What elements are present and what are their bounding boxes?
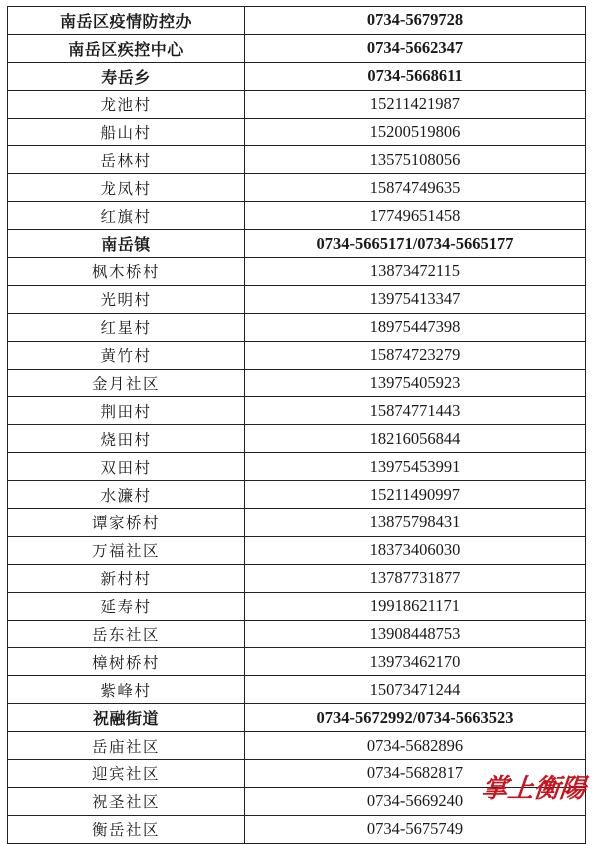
table-row: [8, 146, 586, 174]
unit-name-cell: 岳庙社区: [8, 732, 245, 760]
phone-number-cell: 13975405923: [245, 369, 586, 397]
unit-name-cell: 延寿村: [8, 592, 245, 620]
unit-name-cell: 南岳镇: [8, 230, 245, 258]
phone-number-cell: 0734-5668611: [245, 62, 586, 90]
table-row: [8, 90, 586, 118]
phone-number-cell: 0734-5675749: [245, 815, 586, 843]
table-row: [8, 202, 586, 230]
phone-number-cell: 19918621171: [245, 592, 586, 620]
unit-name-cell: 黄竹村: [8, 341, 245, 369]
phone-number-cell: 0734-5682896: [245, 732, 586, 760]
table-row: [8, 732, 586, 760]
table-row: [8, 369, 586, 397]
table-row: [8, 592, 586, 620]
phone-number-cell: 13875798431: [245, 509, 586, 537]
section-header-row: [8, 230, 586, 258]
unit-name-cell: 荆田村: [8, 397, 245, 425]
unit-name-cell: 南岳区疾控中心: [8, 34, 245, 62]
unit-name-cell: 龙凤村: [8, 174, 245, 202]
phone-number-cell: 13787731877: [245, 564, 586, 592]
unit-name-cell: 岳林村: [8, 146, 245, 174]
table-row: [8, 341, 586, 369]
table-row: [8, 648, 586, 676]
unit-name-cell: 祝融街道: [8, 704, 245, 732]
phone-number-cell: 0734-5662347: [245, 34, 586, 62]
table-row: [8, 425, 586, 453]
unit-name-cell: 新村村: [8, 564, 245, 592]
table-row: [8, 118, 586, 146]
phone-number-cell: 15874749635: [245, 174, 586, 202]
unit-name-cell: 祝圣社区: [8, 787, 245, 815]
table-row: [8, 397, 586, 425]
unit-name-cell: 水濂村: [8, 481, 245, 509]
phone-number-cell: 0734-5672992/0734-5663523: [245, 704, 586, 732]
table-row: [8, 564, 586, 592]
table-row: [8, 313, 586, 341]
unit-name-cell: 红旗村: [8, 202, 245, 230]
phone-number-cell: 15874723279: [245, 341, 586, 369]
unit-name-cell: 寿岳乡: [8, 62, 245, 90]
unit-name-cell: 紫峰村: [8, 676, 245, 704]
watermark-logo: 掌上衡陽: [480, 774, 588, 804]
phone-number-cell: 15211421987: [245, 90, 586, 118]
unit-name-cell: 光明村: [8, 285, 245, 313]
phone-number-cell: 13975413347: [245, 285, 586, 313]
table-row: [8, 174, 586, 202]
table-row: [8, 815, 586, 843]
section-header-row: [8, 704, 586, 732]
unit-name-cell: 万福社区: [8, 536, 245, 564]
unit-name-cell: 南岳区疫情防控办: [8, 7, 245, 35]
phone-number-cell: 18975447398: [245, 313, 586, 341]
table-row: [8, 258, 586, 286]
phone-number-cell: 13973462170: [245, 648, 586, 676]
table-row: [8, 453, 586, 481]
section-header-row: [8, 34, 586, 62]
table-row: [8, 285, 586, 313]
phone-number-cell: 18216056844: [245, 425, 586, 453]
unit-name-cell: 迎宾社区: [8, 760, 245, 788]
contact-table-body: [8, 7, 586, 844]
phone-number-cell: 15073471244: [245, 676, 586, 704]
unit-name-cell: 船山村: [8, 118, 245, 146]
table-row: [8, 676, 586, 704]
table-row: [8, 509, 586, 537]
phone-number-cell: 0734-5669240: [245, 787, 586, 815]
phone-number-cell: 0734-5665171/0734-5665177: [245, 230, 586, 258]
phone-number-cell: 0734-5679728: [245, 7, 586, 35]
unit-name-cell: 衡岳社区: [8, 815, 245, 843]
phone-number-cell: 18373406030: [245, 536, 586, 564]
unit-name-cell: 樟树桥村: [8, 648, 245, 676]
unit-name-cell: 金月社区: [8, 369, 245, 397]
table-row: [8, 620, 586, 648]
phone-number-cell: 15200519806: [245, 118, 586, 146]
unit-name-cell: 烧田村: [8, 425, 245, 453]
table-row: [8, 536, 586, 564]
contact-table: [7, 6, 586, 844]
unit-name-cell: 龙池村: [8, 90, 245, 118]
section-header-row: [8, 7, 586, 35]
unit-name-cell: 双田村: [8, 453, 245, 481]
phone-number-cell: 0734-5682817: [245, 760, 586, 788]
section-header-row: [8, 62, 586, 90]
phone-number-cell: 15874771443: [245, 397, 586, 425]
unit-name-cell: 岳东社区: [8, 620, 245, 648]
phone-number-cell: 13908448753: [245, 620, 586, 648]
unit-name-cell: 枫木桥村: [8, 258, 245, 286]
unit-name-cell: 谭家桥村: [8, 509, 245, 537]
phone-number-cell: 13873472115: [245, 258, 586, 286]
phone-number-cell: 13975453991: [245, 453, 586, 481]
phone-number-cell: 17749651458: [245, 202, 586, 230]
phone-number-cell: 13575108056: [245, 146, 586, 174]
unit-name-cell: 红星村: [8, 313, 245, 341]
table-row: [8, 481, 586, 509]
phone-number-cell: 15211490997: [245, 481, 586, 509]
